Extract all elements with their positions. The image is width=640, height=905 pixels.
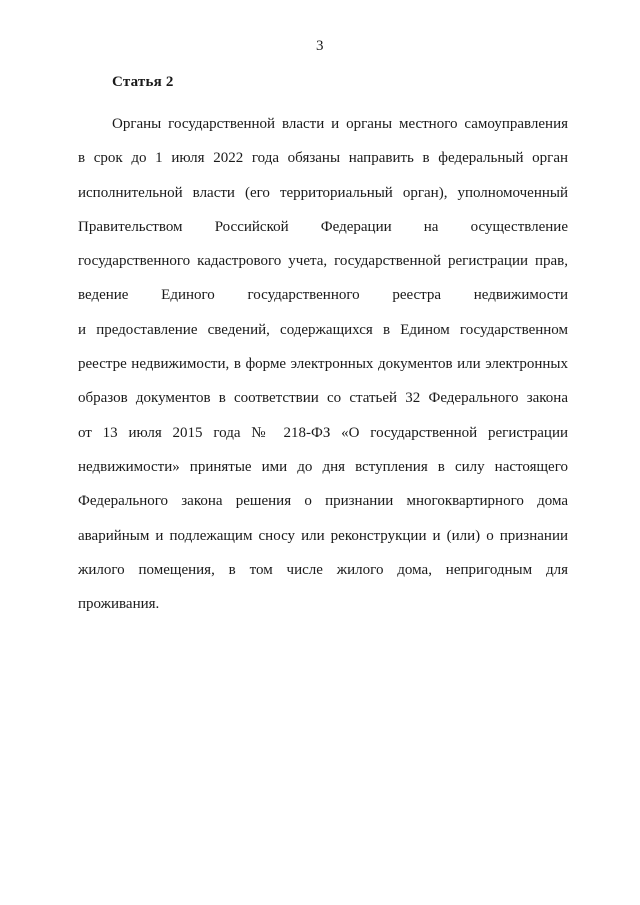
body-line: государственного кадастрового учета, государственной регистрации прав, (78, 253, 568, 270)
body-line: проживания. (78, 596, 160, 613)
body-line: аварийным и подлежащим сносу или реконструкции и (или) о признании (78, 527, 568, 544)
body-line: ведение Единого государственного реестра недвижимости (78, 287, 568, 304)
body-line: исполнительной власти (его территориальный орган), уполномоченный (78, 184, 568, 201)
article-body (78, 107, 568, 621)
page-number: 3 (316, 38, 324, 54)
body-line: Федерального закона решения о признании многоквартирного дома (78, 493, 568, 510)
body-line: реестре недвижимости, в форме электронных документов или электронных (78, 356, 568, 373)
body-line: Правительством Российской Федерации на осуществление (78, 218, 568, 235)
body-line: жилого помещения, в том числе жилого дома, непригодным для (78, 561, 568, 578)
body-line: Органы государственной власти и органы местного самоуправления (112, 116, 568, 132)
body-line: образов документов в соответствии со статьей 32 Федерального закона (78, 390, 568, 407)
body-line: в срок до 1 июля 2022 года обязаны направить в федеральный орган (78, 150, 568, 167)
body-line: от 13 июля 2015 года № 218-ФЗ «О государственной регистрации (78, 424, 568, 441)
body-line: и предоставление сведений, содержащихся в Едином государственном (78, 321, 568, 338)
body-line: недвижимости» принятые ими до дня вступления в силу настоящего (78, 458, 568, 475)
article-heading: Статья 2 (112, 74, 174, 90)
